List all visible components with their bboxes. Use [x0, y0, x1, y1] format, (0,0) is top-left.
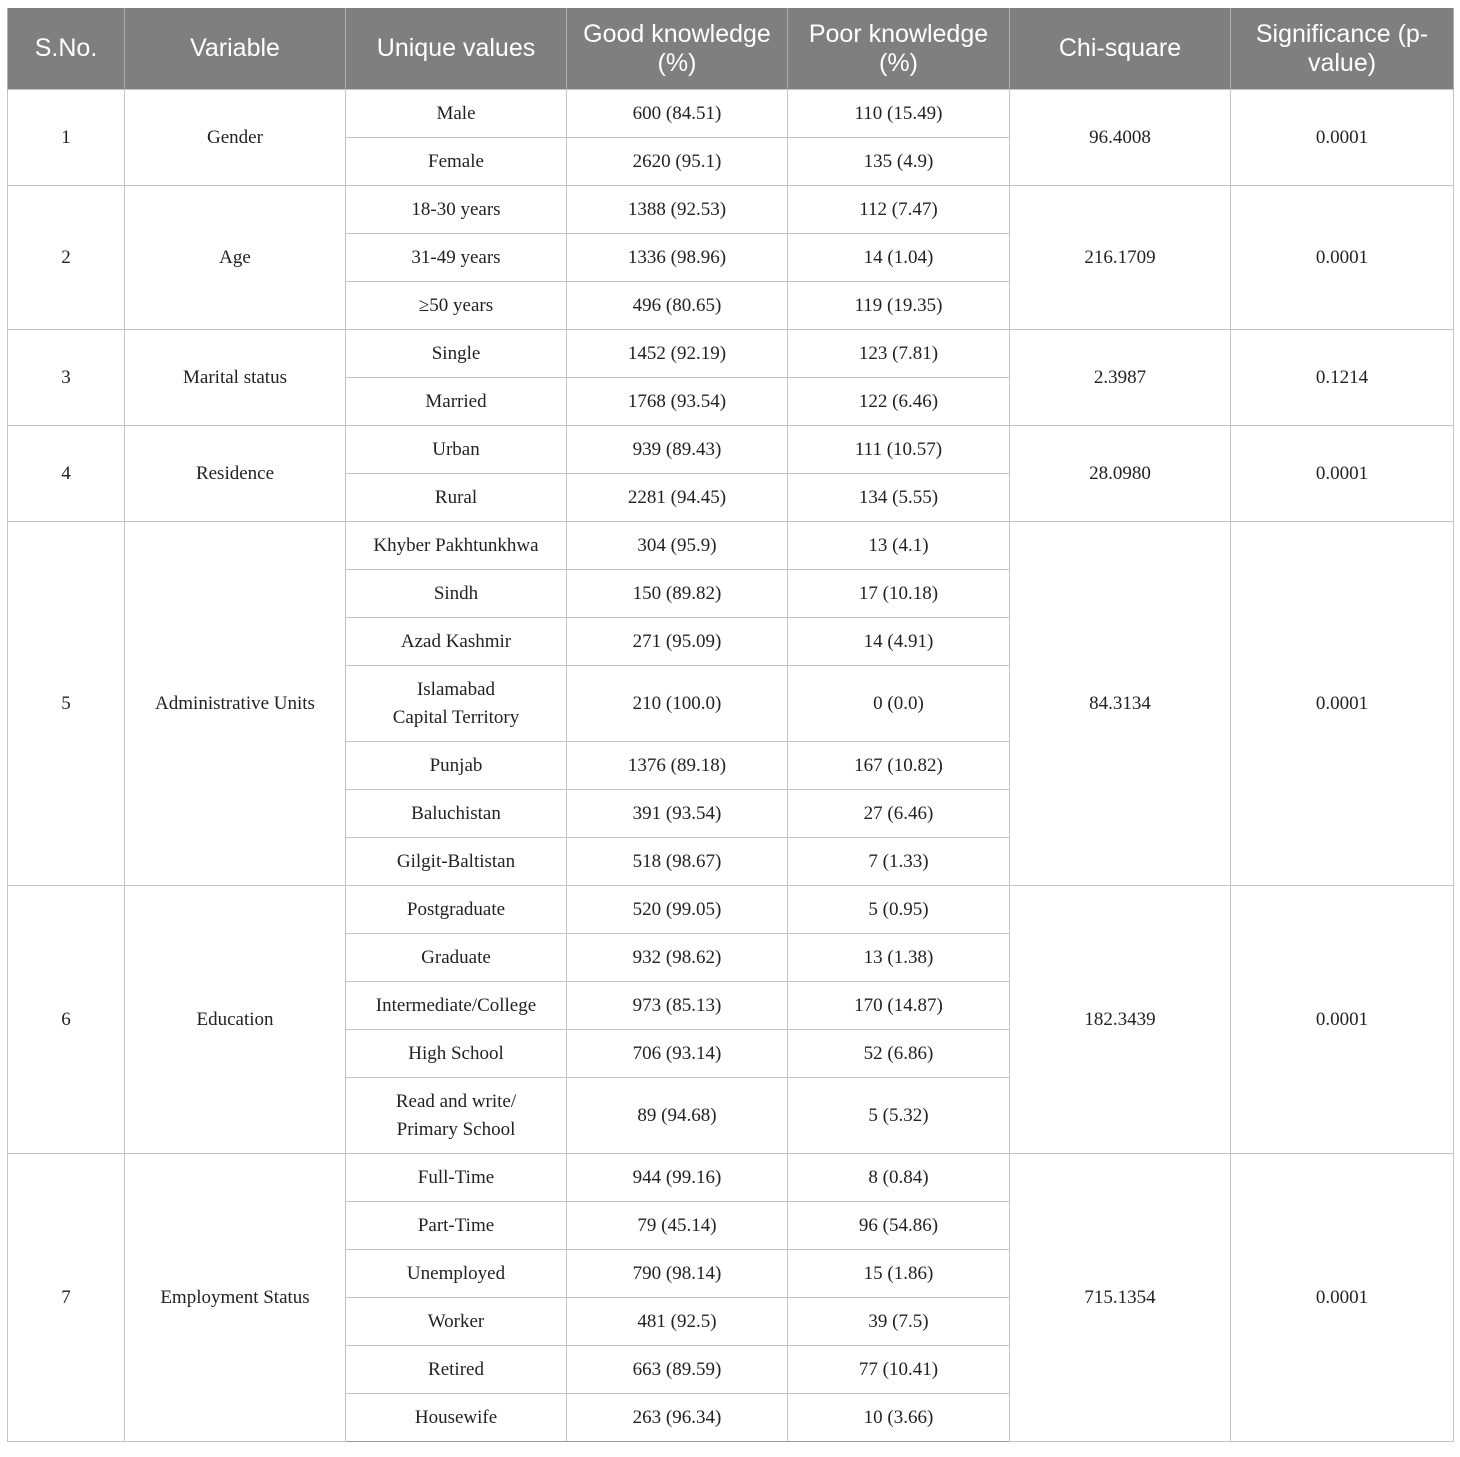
poor-knowledge-cell: 112 (7.47) — [788, 186, 1010, 234]
poor-knowledge-cell: 15 (1.86) — [788, 1250, 1010, 1298]
chi-square-cell: 2.3987 — [1010, 330, 1231, 426]
unique-value-cell: Baluchistan — [346, 790, 567, 838]
good-knowledge-cell: 600 (84.51) — [567, 90, 788, 138]
serial-number-cell: 2 — [8, 186, 125, 330]
unique-value-cell: Female — [346, 138, 567, 186]
poor-knowledge-cell: 0 (0.0) — [788, 666, 1010, 742]
poor-knowledge-cell: 110 (15.49) — [788, 90, 1010, 138]
p-value-cell: 0.0001 — [1231, 186, 1454, 330]
unique-value-cell: Worker — [346, 1298, 567, 1346]
good-knowledge-cell: 939 (89.43) — [567, 426, 788, 474]
unique-value-cell: Azad Kashmir — [346, 618, 567, 666]
good-knowledge-cell: 663 (89.59) — [567, 1346, 788, 1394]
header-sno: S.No. — [8, 8, 125, 90]
knowledge-association-table — [7, 8, 1454, 1442]
unique-value-cell: Part-Time — [346, 1202, 567, 1250]
p-value-cell: 0.0001 — [1231, 426, 1454, 522]
serial-number-cell: 6 — [8, 886, 125, 1154]
unique-value-cell: Sindh — [346, 570, 567, 618]
header-unique-values: Unique values — [346, 8, 567, 90]
good-knowledge-cell: 391 (93.54) — [567, 790, 788, 838]
serial-number-cell: 3 — [8, 330, 125, 426]
unique-value-cell: Graduate — [346, 934, 567, 982]
good-knowledge-cell: 210 (100.0) — [567, 666, 788, 742]
good-knowledge-cell: 973 (85.13) — [567, 982, 788, 1030]
variable-cell: Administrative Units — [125, 522, 346, 886]
good-knowledge-cell: 89 (94.68) — [567, 1078, 788, 1154]
serial-number-cell: 4 — [8, 426, 125, 522]
good-knowledge-cell: 2620 (95.1) — [567, 138, 788, 186]
chi-square-cell: 84.3134 — [1010, 522, 1231, 886]
poor-knowledge-cell: 170 (14.87) — [788, 982, 1010, 1030]
poor-knowledge-cell: 27 (6.46) — [788, 790, 1010, 838]
p-value-cell: 0.0001 — [1231, 90, 1454, 186]
table-row — [8, 426, 1454, 474]
header-good-knowledge: Good knowledge (%) — [567, 8, 788, 90]
table-container — [7, 8, 1453, 1442]
poor-knowledge-cell: 167 (10.82) — [788, 742, 1010, 790]
good-knowledge-cell: 944 (99.16) — [567, 1154, 788, 1202]
poor-knowledge-cell: 5 (5.32) — [788, 1078, 1010, 1154]
variable-cell: Age — [125, 186, 346, 330]
good-knowledge-cell: 2281 (94.45) — [567, 474, 788, 522]
good-knowledge-cell: 1376 (89.18) — [567, 742, 788, 790]
poor-knowledge-cell: 111 (10.57) — [788, 426, 1010, 474]
unique-value-cell: Housewife — [346, 1394, 567, 1442]
good-knowledge-cell: 1452 (92.19) — [567, 330, 788, 378]
unique-value-cell: Intermediate/College — [346, 982, 567, 1030]
good-knowledge-cell: 1768 (93.54) — [567, 378, 788, 426]
unique-value-cell: Urban — [346, 426, 567, 474]
poor-knowledge-cell: 17 (10.18) — [788, 570, 1010, 618]
unique-value-cell: Rural — [346, 474, 567, 522]
good-knowledge-cell: 481 (92.5) — [567, 1298, 788, 1346]
poor-knowledge-cell: 13 (1.38) — [788, 934, 1010, 982]
serial-number-cell: 1 — [8, 90, 125, 186]
unique-value-cell: Married — [346, 378, 567, 426]
good-knowledge-cell: 790 (98.14) — [567, 1250, 788, 1298]
unique-value-cell: Khyber Pakhtunkhwa — [346, 522, 567, 570]
unique-value-cell: Punjab — [346, 742, 567, 790]
poor-knowledge-cell: 39 (7.5) — [788, 1298, 1010, 1346]
good-knowledge-cell: 1388 (92.53) — [567, 186, 788, 234]
chi-square-cell: 715.1354 — [1010, 1154, 1231, 1442]
variable-cell: Employment Status — [125, 1154, 346, 1442]
header-row — [8, 8, 1454, 90]
good-knowledge-cell: 79 (45.14) — [567, 1202, 788, 1250]
good-knowledge-cell: 496 (80.65) — [567, 282, 788, 330]
poor-knowledge-cell: 10 (3.66) — [788, 1394, 1010, 1442]
poor-knowledge-cell: 77 (10.41) — [788, 1346, 1010, 1394]
serial-number-cell: 5 — [8, 522, 125, 886]
good-knowledge-cell: 150 (89.82) — [567, 570, 788, 618]
header-significance: Significance (p-value) — [1231, 8, 1454, 90]
poor-knowledge-cell: 8 (0.84) — [788, 1154, 1010, 1202]
unique-value-cell: Single — [346, 330, 567, 378]
header-chi-square: Chi-square — [1010, 8, 1231, 90]
unique-value-cell: Postgraduate — [346, 886, 567, 934]
poor-knowledge-cell: 134 (5.55) — [788, 474, 1010, 522]
p-value-cell: 0.0001 — [1231, 886, 1454, 1154]
header-variable: Variable — [125, 8, 346, 90]
poor-knowledge-cell: 5 (0.95) — [788, 886, 1010, 934]
good-knowledge-cell: 263 (96.34) — [567, 1394, 788, 1442]
poor-knowledge-cell: 14 (1.04) — [788, 234, 1010, 282]
unique-value-cell: Gilgit-Baltistan — [346, 838, 567, 886]
unique-value-cell: Read and write/ Primary School — [346, 1078, 567, 1154]
table-body — [8, 90, 1454, 1442]
unique-value-cell: Unemployed — [346, 1250, 567, 1298]
variable-cell: Residence — [125, 426, 346, 522]
poor-knowledge-cell: 13 (4.1) — [788, 522, 1010, 570]
p-value-cell: 0.1214 — [1231, 330, 1454, 426]
unique-value-cell: Full-Time — [346, 1154, 567, 1202]
table-row — [8, 90, 1454, 138]
poor-knowledge-cell: 52 (6.86) — [788, 1030, 1010, 1078]
table-row — [8, 886, 1454, 934]
chi-square-cell: 216.1709 — [1010, 186, 1231, 330]
poor-knowledge-cell: 14 (4.91) — [788, 618, 1010, 666]
p-value-cell: 0.0001 — [1231, 522, 1454, 886]
serial-number-cell: 7 — [8, 1154, 125, 1442]
variable-cell: Gender — [125, 90, 346, 186]
poor-knowledge-cell: 119 (19.35) — [788, 282, 1010, 330]
chi-square-cell: 96.4008 — [1010, 90, 1231, 186]
unique-value-cell: ≥50 years — [346, 282, 567, 330]
poor-knowledge-cell: 7 (1.33) — [788, 838, 1010, 886]
good-knowledge-cell: 271 (95.09) — [567, 618, 788, 666]
unique-value-cell: 18-30 years — [346, 186, 567, 234]
table-row — [8, 1154, 1454, 1202]
chi-square-cell: 182.3439 — [1010, 886, 1231, 1154]
header-poor-knowledge: Poor knowledge (%) — [788, 8, 1010, 90]
unique-value-cell: Islamabad Capital Territory — [346, 666, 567, 742]
table-row — [8, 330, 1454, 378]
chi-square-cell: 28.0980 — [1010, 426, 1231, 522]
unique-value-cell: Male — [346, 90, 567, 138]
poor-knowledge-cell: 135 (4.9) — [788, 138, 1010, 186]
good-knowledge-cell: 520 (99.05) — [567, 886, 788, 934]
poor-knowledge-cell: 122 (6.46) — [788, 378, 1010, 426]
good-knowledge-cell: 518 (98.67) — [567, 838, 788, 886]
unique-value-cell: High School — [346, 1030, 567, 1078]
unique-value-cell: 31-49 years — [346, 234, 567, 282]
table-row — [8, 522, 1454, 570]
variable-cell: Education — [125, 886, 346, 1154]
p-value-cell: 0.0001 — [1231, 1154, 1454, 1442]
good-knowledge-cell: 932 (98.62) — [567, 934, 788, 982]
unique-value-cell: Retired — [346, 1346, 567, 1394]
good-knowledge-cell: 304 (95.9) — [567, 522, 788, 570]
table-row — [8, 186, 1454, 234]
poor-knowledge-cell: 96 (54.86) — [788, 1202, 1010, 1250]
poor-knowledge-cell: 123 (7.81) — [788, 330, 1010, 378]
variable-cell: Marital status — [125, 330, 346, 426]
good-knowledge-cell: 1336 (98.96) — [567, 234, 788, 282]
good-knowledge-cell: 706 (93.14) — [567, 1030, 788, 1078]
